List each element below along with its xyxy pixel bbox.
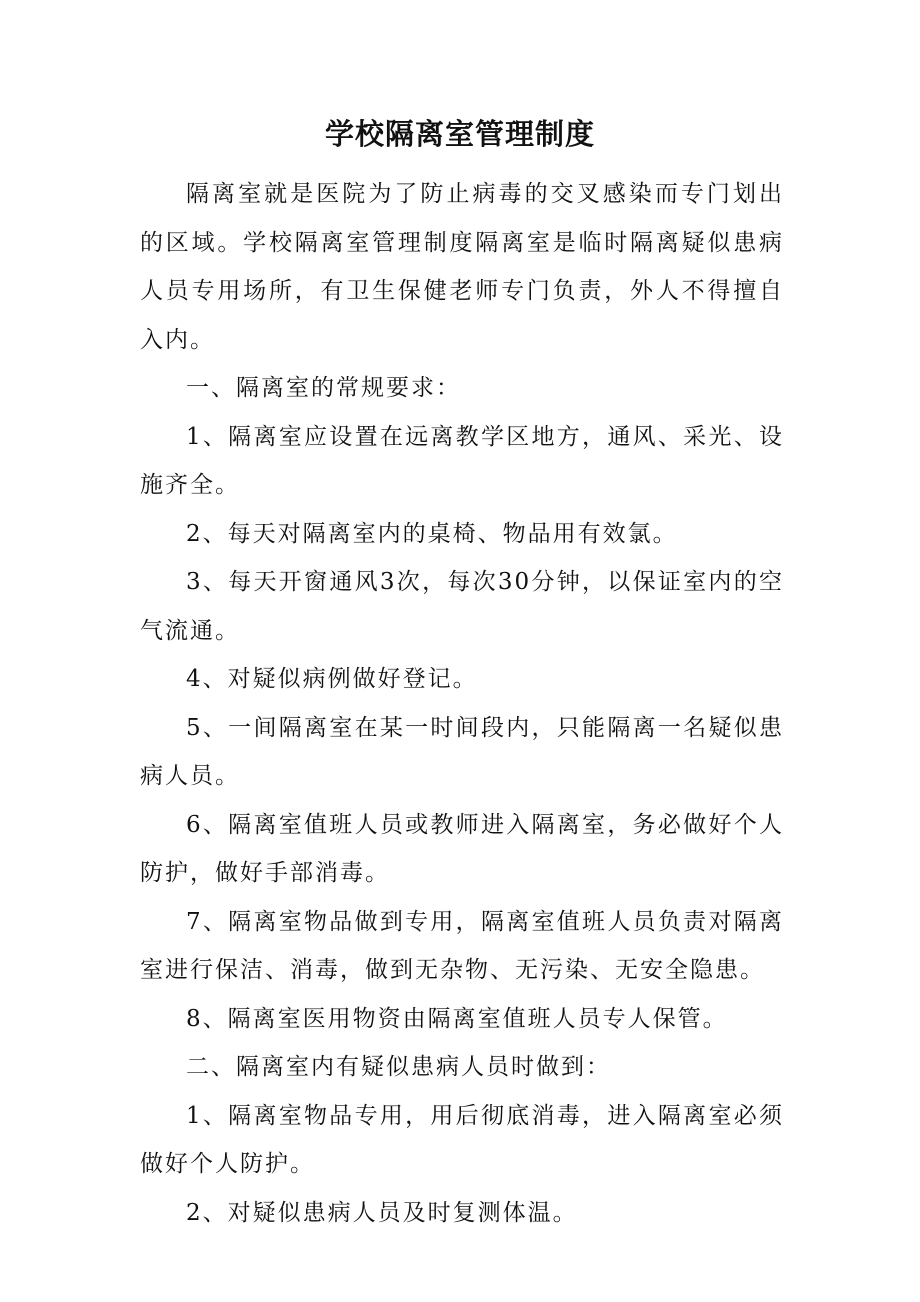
- rule-item-6: 6、隔离室值班人员或教师进入隔离室，务必做好个人防护，做好手部消毒。: [140, 811, 784, 886]
- rule-item-1: 1、隔离室应设置在远离教学区地方，通风、采光、设施齐全。: [140, 423, 784, 498]
- section-heading-general-requirements: 一、隔离室的常规要求：: [186, 375, 461, 401]
- rule-item-4: 4、对疑似病例做好登记。: [186, 666, 478, 692]
- rule-item-5: 5、一间隔离室在某一时间段内，只能隔离一名疑似患病人员。: [140, 714, 784, 789]
- document-body: [140, 170, 784, 1237]
- case-item-2: 2、对疑似患病人员及时复测体温。: [186, 1199, 578, 1226]
- rule-item-7: 7、隔离室物品做到专用，隔离室值班人员负责对隔离室进行保洁、消毒，做到无杂物、无污染、无安全隐患。: [140, 908, 784, 983]
- rule-item-8: 8、隔离室医用物资由隔离室值班人员专人保管。: [186, 1005, 728, 1032]
- case-item-1: 1、隔离室物品专用，用后彻底消毒，进入隔离室必须做好个人防护。: [140, 1102, 784, 1177]
- rule-item-3: 3、每天开窗通风3次，每次30分钟，以保证室内的空气流通。: [140, 569, 784, 644]
- section-heading-suspected-cases: 二、隔离室内有疑似患病人员时做到：: [186, 1054, 611, 1080]
- paragraph-intro: 隔离室就是医院为了防止病毒的交叉感染而专门划出的区域。学校隔离室管理制度隔离室是临时隔离疑似患病人员专用场所，有卫生保健老师专门负责，外人不得擅自入内。: [140, 181, 784, 353]
- document-title: 学校隔离室管理制度: [324, 117, 595, 151]
- rule-item-2: 2、每天对隔离室内的桌椅、物品用有效氯。: [186, 520, 678, 547]
